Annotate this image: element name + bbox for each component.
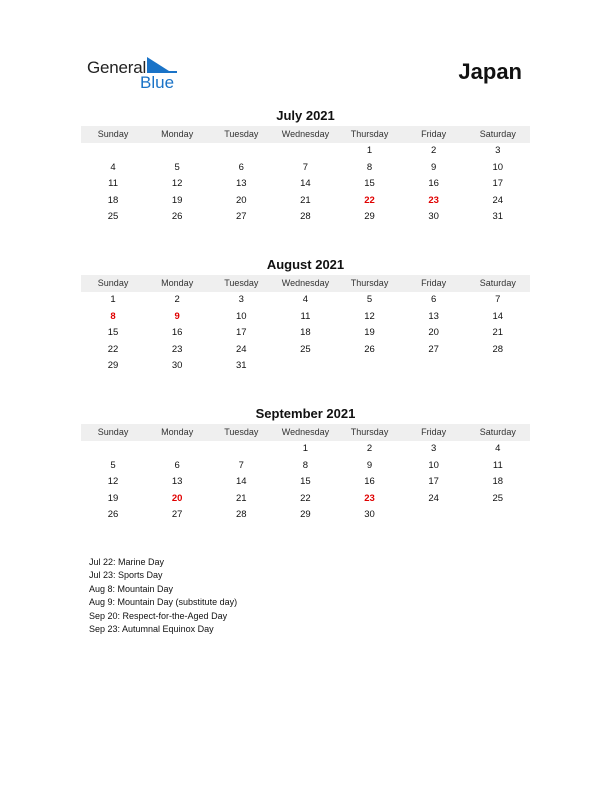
week-row [81, 474, 530, 491]
day-cell: 31 [492, 211, 504, 222]
day-cell: 3 [495, 145, 501, 156]
holiday-day-cell: 22 [364, 194, 375, 206]
week-row [81, 507, 530, 524]
day-cell: 6 [238, 161, 244, 173]
week-row [81, 491, 530, 508]
weekday-header: Sunday [97, 278, 129, 288]
day-cell: 25 [300, 343, 311, 355]
weekday-header-row [81, 275, 530, 292]
weekday-header: Wednesday [281, 427, 330, 437]
weekday-header: Friday [421, 278, 447, 288]
weekday-header: Sunday [97, 427, 129, 437]
day-cell: 20 [236, 194, 247, 206]
day-cell: 2 [174, 294, 180, 305]
week-row [81, 209, 530, 226]
week-row [81, 342, 530, 359]
day-cell: 15 [364, 178, 375, 189]
weekday-header: Saturday [479, 427, 516, 437]
holiday-list [89, 556, 237, 636]
day-cell: 11 [492, 459, 503, 471]
empty-day-cell [466, 358, 530, 375]
week-row [81, 458, 530, 475]
day-cell: 5 [366, 294, 373, 305]
day-cell: 20 [428, 327, 439, 338]
day-cell: 18 [107, 194, 119, 206]
day-cell: 30 [428, 211, 439, 222]
day-cell: 18 [492, 476, 504, 487]
weekday-header: Monday [161, 129, 194, 139]
empty-day-cell [273, 358, 337, 375]
day-cell: 2 [366, 443, 373, 454]
day-cell: 15 [300, 476, 311, 487]
day-cell: 19 [171, 194, 183, 206]
day-cell: 16 [171, 327, 183, 338]
day-cell: 28 [492, 343, 504, 355]
day-cell: 30 [364, 509, 375, 520]
month-title: August 2021 [266, 257, 345, 272]
empty-day-cell [338, 358, 402, 375]
day-cell: 31 [236, 360, 247, 371]
weekday-header: Friday [421, 129, 447, 139]
day-cell: 7 [302, 161, 309, 173]
holiday-list-item: Jul 23: Sports Day [89, 570, 163, 581]
day-cell: 13 [428, 310, 439, 322]
day-cell: 12 [364, 310, 375, 322]
empty-day-cell [145, 441, 209, 458]
holiday-list-item: Jul 22: Marine Day [89, 557, 165, 567]
day-cell: 14 [492, 310, 504, 322]
logo-blue-text: Blue [140, 73, 175, 92]
weekday-header: Saturday [479, 278, 516, 288]
week-row [81, 309, 530, 326]
day-cell: 10 [428, 459, 439, 471]
weekday-header: Thursday [350, 129, 389, 139]
weekday-header: Wednesday [281, 278, 330, 288]
day-cell: 4 [110, 161, 116, 173]
weekday-header: Tuesday [224, 129, 259, 139]
day-cell: 1 [366, 145, 373, 156]
holiday-list-item: Sep 23: Autumnal Equinox Day [89, 624, 214, 635]
weekday-header: Thursday [350, 278, 389, 288]
month-calendar [81, 257, 530, 375]
day-cell: 6 [174, 459, 180, 471]
day-cell: 11 [108, 178, 118, 189]
week-row [81, 441, 530, 458]
holiday-day-cell: 8 [110, 310, 116, 322]
day-cell: 19 [364, 327, 375, 338]
day-cell: 26 [171, 211, 183, 222]
holiday-day-cell: 23 [428, 194, 439, 206]
day-cell: 11 [300, 310, 311, 322]
month-calendar [81, 108, 530, 226]
day-cell: 9 [431, 161, 437, 173]
day-cell: 25 [492, 492, 504, 504]
day-cell: 24 [236, 343, 247, 355]
empty-day-cell [81, 441, 145, 458]
day-cell: 13 [171, 476, 183, 487]
day-cell: 26 [364, 343, 375, 355]
day-cell: 5 [174, 161, 180, 173]
weekday-header: Wednesday [281, 129, 330, 139]
country-title: Japan [458, 59, 522, 84]
day-cell: 24 [428, 492, 439, 504]
day-cell: 27 [236, 211, 247, 222]
day-cell: 5 [110, 459, 116, 471]
day-cell: 27 [428, 343, 439, 355]
day-cell: 30 [171, 360, 183, 371]
day-cell: 6 [431, 294, 437, 305]
day-cell: 1 [302, 443, 309, 454]
day-cell: 8 [302, 459, 309, 471]
day-cell: 9 [366, 459, 373, 471]
day-cell: 17 [428, 476, 439, 487]
month-calendar [81, 406, 530, 524]
day-cell: 16 [428, 178, 439, 189]
day-cell: 29 [364, 211, 375, 222]
weekday-header-row [81, 424, 530, 441]
day-cell: 3 [238, 294, 244, 305]
weekday-header: Sunday [97, 129, 129, 139]
day-cell: 23 [171, 343, 183, 355]
week-row [81, 143, 530, 160]
holiday-list-item: Aug 9: Mountain Day (substitute day) [89, 597, 238, 608]
weekday-header: Tuesday [224, 278, 259, 288]
day-cell: 12 [107, 476, 119, 487]
empty-day-cell [209, 143, 273, 160]
day-cell: 26 [107, 509, 119, 520]
empty-day-cell [209, 441, 273, 458]
day-cell: 29 [107, 360, 119, 371]
day-cell: 7 [495, 294, 501, 305]
empty-day-cell [273, 143, 337, 160]
weekday-header: Monday [161, 278, 194, 288]
day-cell: 24 [492, 194, 504, 206]
weekday-header: Saturday [479, 129, 516, 139]
day-cell: 16 [364, 476, 375, 487]
logo-general-text: General [87, 58, 147, 77]
day-cell: 28 [236, 509, 247, 520]
holiday-day-cell: 9 [174, 310, 180, 322]
day-cell: 17 [236, 327, 247, 338]
day-cell: 8 [366, 161, 373, 173]
day-cell: 19 [107, 492, 119, 504]
week-row [81, 358, 530, 375]
weekday-header: Thursday [350, 427, 389, 437]
week-row [81, 193, 530, 210]
day-cell: 17 [492, 178, 504, 189]
day-cell: 22 [300, 492, 311, 504]
weekday-header: Tuesday [224, 427, 259, 437]
day-cell: 21 [236, 492, 247, 504]
empty-day-cell [145, 143, 209, 160]
empty-day-cell [466, 507, 530, 524]
day-cell: 29 [300, 509, 311, 520]
empty-day-cell [81, 143, 145, 160]
day-cell: 21 [492, 327, 504, 338]
holiday-list-item: Sep 20: Respect-for-the-Aged Day [89, 610, 228, 621]
day-cell: 27 [171, 509, 183, 520]
weekday-header: Friday [421, 427, 447, 437]
day-cell: 14 [300, 178, 311, 189]
day-cell: 2 [431, 145, 437, 156]
day-cell: 15 [107, 327, 119, 338]
weekday-header-row [81, 126, 530, 143]
day-cell: 12 [171, 178, 183, 189]
week-row [81, 176, 530, 193]
week-row [81, 160, 530, 177]
day-cell: 3 [431, 443, 437, 454]
weekday-header: Monday [161, 427, 194, 437]
day-cell: 14 [236, 476, 247, 487]
empty-day-cell [402, 507, 466, 524]
day-cell: 13 [236, 178, 247, 189]
day-cell: 4 [302, 294, 309, 305]
holiday-list-item: Aug 8: Mountain Day [89, 583, 174, 594]
empty-day-cell [402, 358, 466, 375]
day-cell: 18 [300, 327, 311, 338]
holiday-day-cell: 23 [364, 492, 375, 504]
holiday-day-cell: 20 [171, 492, 183, 504]
day-cell: 1 [110, 294, 116, 305]
generalblue-logo [87, 54, 187, 94]
week-row [81, 325, 530, 342]
day-cell: 28 [300, 211, 311, 222]
day-cell: 10 [236, 310, 247, 322]
month-title: September 2021 [255, 406, 356, 421]
day-cell: 25 [107, 211, 119, 222]
day-cell: 21 [300, 194, 311, 206]
day-cell: 22 [107, 343, 119, 355]
day-cell: 10 [492, 161, 504, 173]
month-title: July 2021 [276, 108, 335, 123]
day-cell: 7 [238, 459, 244, 471]
week-row [81, 292, 530, 309]
day-cell: 4 [495, 443, 501, 454]
